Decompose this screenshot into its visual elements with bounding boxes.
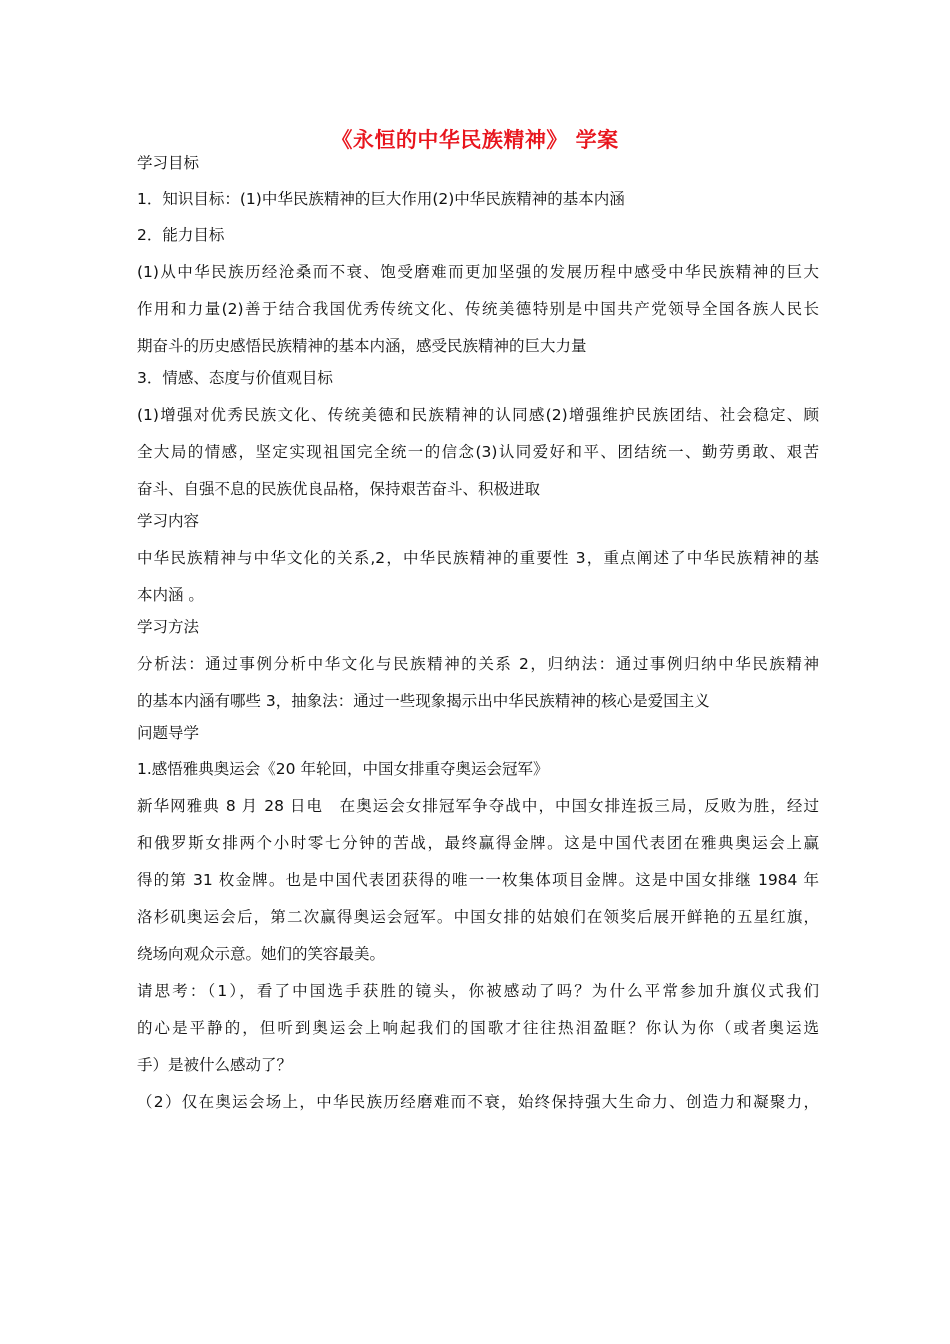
paragraph-line: 本内涵 。: [137, 586, 204, 604]
paragraph-line: 得的第 31 枚金牌。也是中国代表团获得的唯一一枚集体项目金牌。这是中国女排继 1984 年: [137, 871, 819, 889]
think2-paragraph: [137, 1084, 819, 1121]
paragraph-line: 期奋斗的历史感悟民族精神的基本内涵，感受民族精神的巨大力量: [137, 337, 587, 355]
paragraph-line: 奋斗、自强不息的民族优良品格，保持艰苦奋斗、积极进取: [137, 480, 541, 498]
paragraph-line: (1)从中华民族历经沧桑而不衰、饱受磨难而更加坚强的发展历程中感受中华民族精神的巨大: [137, 263, 819, 281]
paragraph-line: 手）是被什么感动了？: [137, 1056, 293, 1074]
paragraph-line: （2）仅在奥运会场上，中华民族历经磨难而不衰，始终保持强大生命力、创造力和凝聚力，: [137, 1093, 819, 1111]
paragraph-line: 和俄罗斯女排两个小时零七分钟的苦战，最终赢得金牌。这是中国代表团在雅典奥运会上赢: [137, 834, 819, 852]
document-title: 《永恒的中华民族精神》 学案: [331, 128, 619, 152]
guide-heading: 问题导学: [137, 724, 200, 742]
goal-knowledge: 1．知识目标：(1)中华民族精神的巨大作用(2)中华民族精神的基本内涵: [137, 190, 625, 208]
paragraph-line: 作用和力量(2)善于结合我国优秀传统文化、传统美德特别是中国共产党领导全国各族人民长: [137, 300, 819, 318]
paragraph-line: 的基本内涵有哪些 3，抽象法：通过一些现象揭示出中华民族精神的核心是爱国主义: [137, 692, 710, 710]
paragraph-line: 的心是平静的，但听到奥运会上响起我们的国歌才往往热泪盈眶？你认为你（或者奥运选: [137, 1019, 819, 1037]
guide-item-1: 1.感悟雅典奥运会《20 年轮回，中国女排重夺奥运会冠军》: [137, 760, 549, 778]
paragraph-line: 请思考：（1），看了中国选手获胜的镜头，你被感动了吗？为什么平常参加升旗仪式我们: [137, 982, 819, 1000]
paragraph-line: 新华网雅典 8 月 28 日电 在奥运会女排冠军争夺战中，中国女排连扳三局，反败为胜，经过: [137, 797, 819, 815]
goal-emotion-paragraph: [137, 397, 819, 508]
content-paragraph: [137, 540, 819, 614]
paragraph-line: 绕场向观众示意。她们的笑容最美。: [137, 945, 386, 963]
paragraph-line: 全大局的情感，坚定实现祖国完全统一的信念(3)认同爱好和平、团结统一、勤劳勇敢、艰苦: [137, 443, 819, 461]
content-heading: 学习内容: [137, 512, 200, 530]
goal-emotion-heading: 3．情感、态度与价值观目标: [137, 369, 333, 387]
paragraph-line: 中华民族精神与中华文化的关系,2，中华民族精神的重要性 3，重点阐述了中华民族精神的基: [137, 549, 819, 567]
goal-ability-heading: 2．能力目标: [137, 226, 225, 244]
paragraph-line: 分析法：通过事例分析中华文化与民族精神的关系 2，归纳法：通过事例归纳中华民族精神: [137, 655, 819, 673]
method-heading: 学习方法: [137, 618, 200, 636]
goal-ability-paragraph: [137, 254, 819, 365]
paragraph-line: (1)增强对优秀民族文化、传统美德和民族精神的认同感(2)增强维护民族团结、社会稳定、顾: [137, 406, 819, 424]
news-paragraph: [137, 788, 819, 973]
method-paragraph: [137, 646, 819, 720]
document-body: [137, 150, 819, 1121]
paragraph-line: 洛杉矶奥运会后，第二次赢得奥运会冠军。中国女排的姑娘们在领奖后展开鲜艳的五星红旗，: [137, 908, 819, 926]
goals-heading: 学习目标: [137, 154, 200, 172]
think-paragraph: [137, 973, 819, 1084]
